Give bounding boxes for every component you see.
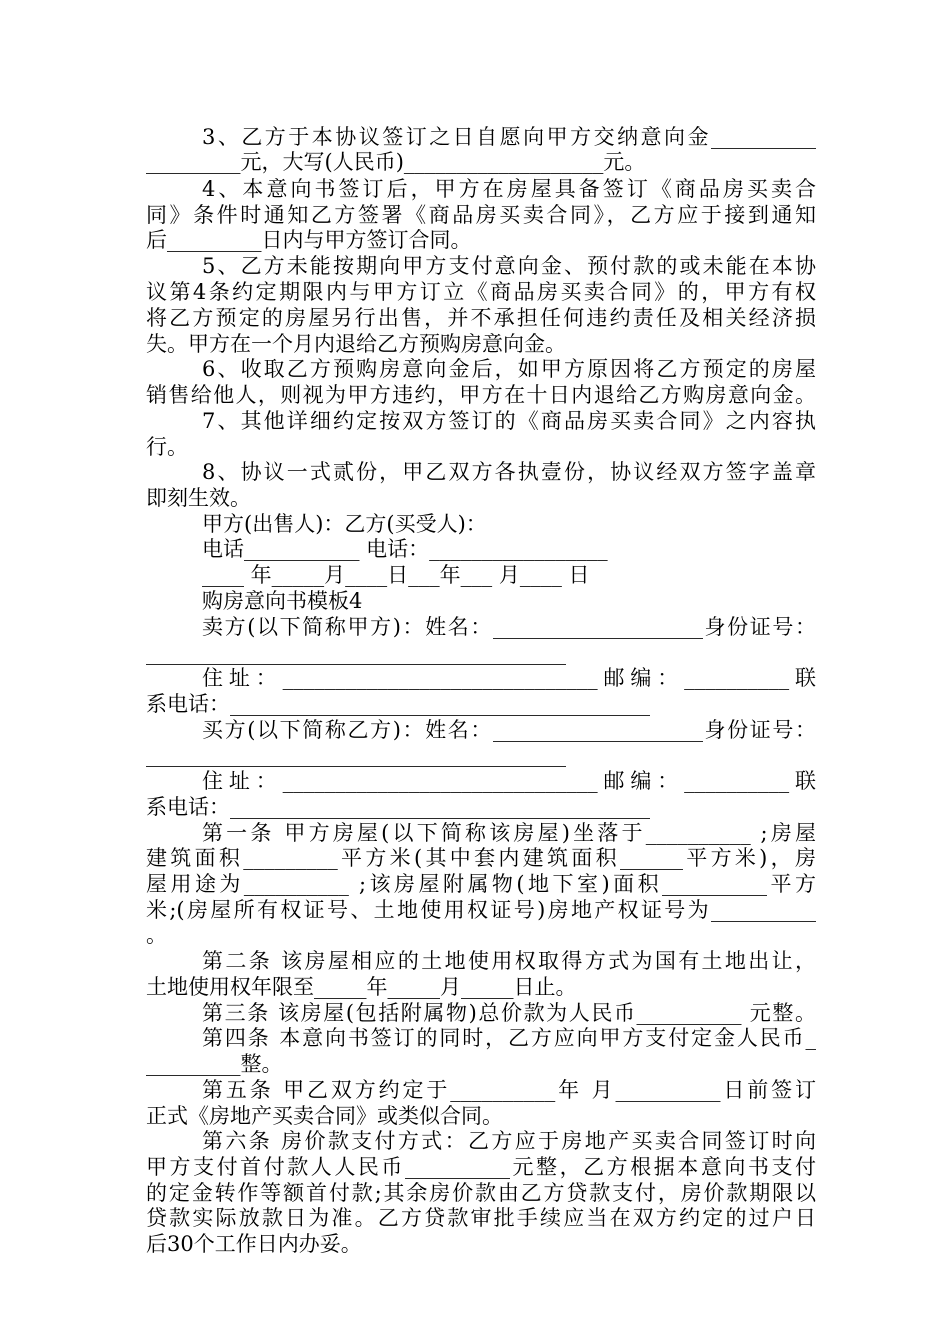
buyer-id-blank: ________________________________________: [146, 743, 566, 767]
article-2-line-2: 土地使用权年限至_____年_____月_____日止。: [146, 975, 577, 999]
clause-5-line-1: 5、乙方未能按期向甲方支付意向金、预付款的或未能在本协: [202, 254, 816, 278]
clause-8-line-2: 即刻生效。: [146, 486, 251, 510]
article-1-line-3: 屋用途为__________ ;该房屋附属物(地下室)面积__________平方: [146, 872, 816, 896]
clause-4-line-3: 后_________日内与甲方签订合同。: [146, 228, 472, 252]
template-heading: 购房意向书模板4: [202, 589, 363, 613]
article-6-line-3: 的定金转作等额首付款;其余房价款由乙方贷款支付，房价款期限以: [146, 1181, 816, 1205]
clause-7-line-2: 行。: [146, 435, 188, 459]
clause-5-line-4: 失。甲方在一个月内退给乙方预购房意向金。: [146, 332, 566, 356]
clause-6-line-1: 6、收取乙方预购房意向金后，如甲方原因将乙方预定的房屋: [202, 357, 816, 381]
article-6-line-4: 贷款实际放款日为准。乙方贷款审批手续应当在双方约定的过户日: [146, 1206, 816, 1230]
article-6-line-5: 后30个工作日内办妥。: [146, 1232, 362, 1256]
clause-3-line-2: _________元，大写(人民币)___________________元。: [146, 150, 646, 174]
article-4-line-1: 第四条 本意向书签订的同时，乙方应向甲方支付定金人民币_: [202, 1026, 816, 1050]
signature-phones: 电话___________ 电话：_________________: [202, 537, 608, 561]
article-5-line-2: 正式《房地产买卖合同》或类似合同。: [146, 1104, 503, 1128]
clause-5-line-2: 议第4条约定期限内与甲方订立《商品房买卖合同》的，甲方有权: [146, 280, 816, 304]
article-5-line-1: 第五条 甲乙双方约定于__________年 月__________日前签订: [202, 1078, 816, 1102]
clause-5-line-3: 将乙方预定的房屋另行出售，并不承担任何违约责任及相关经济损: [146, 306, 816, 330]
buyer-name-line: 买方(以下简称乙方)：姓名：____________________身份证号：: [202, 718, 816, 742]
seller-id-blank: ________________________________________: [146, 641, 566, 665]
signature-dates: ____ 年_____月____日___年___ 月____ 日: [202, 563, 590, 587]
seller-name-line: 卖方(以下简称甲方)：姓名：____________________身份证号：: [202, 615, 816, 639]
seller-address-line: 住址：______________________________邮编：__________联: [202, 666, 816, 690]
article-4-line-2: _________整。: [146, 1052, 283, 1076]
article-1-line-4: 米;(房屋所有权证号、土地使用权证号)房地产权证号为__________: [146, 898, 816, 922]
article-1-line-2: 建筑面积_________平方米(其中套内建筑面积______平方米)，房: [146, 846, 816, 870]
article-3-line-1: 第三条 该房屋(包括附属物)总价款为人民币__________ 元整。: [202, 1001, 816, 1025]
clause-6-line-2: 销售给他人，则视为甲方违约，甲方在十日内退给乙方购房意向金。: [146, 383, 816, 407]
article-1-line-5: 。: [146, 923, 167, 947]
article-1-line-1: 第一条 甲方房屋(以下简称该房屋)坐落于__________ ;房屋: [202, 821, 816, 845]
signature-parties: 甲方(出售人)：乙方(买受人)：: [202, 512, 487, 536]
buyer-phone-line: 系电话：________________________________________: [146, 795, 650, 819]
seller-phone-line: 系电话：________________________________________: [146, 692, 650, 716]
clause-8-line-1: 8、协议一式贰份，甲乙双方各执壹份，协议经双方签字盖章: [202, 460, 816, 484]
clause-3-line-1: 3、乙方于本协议签订之日自愿向甲方交纳意向金__________: [202, 125, 816, 149]
buyer-address-line: 住址：______________________________邮编：__________联: [202, 769, 816, 793]
article-6-line-2: 甲方支付首付款人人民币__________元整，乙方根据本意向书支付: [146, 1155, 816, 1179]
article-2-line-1: 第二条 该房屋相应的土地使用权取得方式为国有土地出让，: [202, 949, 816, 973]
article-6-line-1: 第六条 房价款支付方式：乙方应于房地产买卖合同签订时向: [202, 1129, 816, 1153]
clause-4-line-2: 同》条件时通知乙方签署《商品房买卖合同》，乙方应于接到通知: [146, 203, 816, 227]
clause-4-line-1: 4、本意向书签订后，甲方在房屋具备签订《商品房买卖合: [202, 177, 816, 201]
clause-7-line-1: 7、其他详细约定按双方签订的《商品房买卖合同》之内容执: [202, 409, 816, 433]
